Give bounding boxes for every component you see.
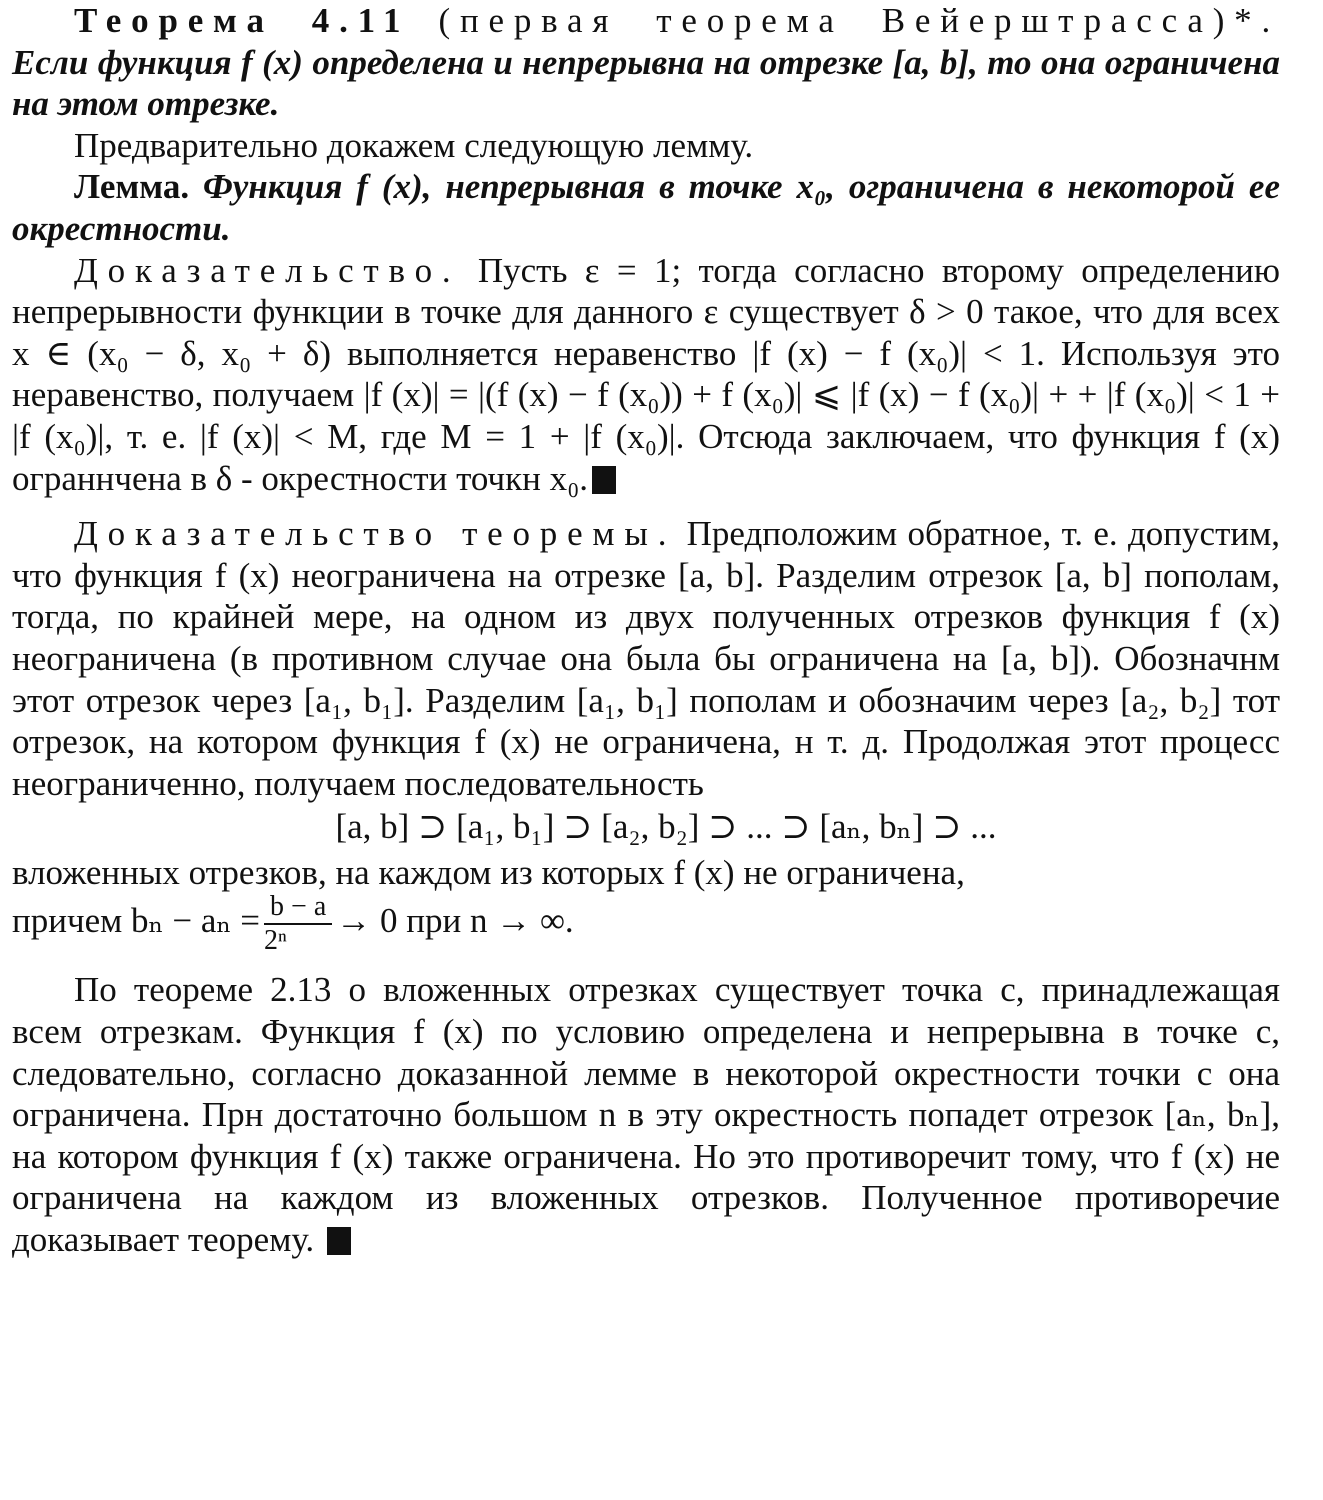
fraction-numerator: b − a [264,893,332,925]
conclusion-text: По теореме 2.13 о вложенных отрезках существует точка c, принадлежащая всем отрезкам. Функция f (x) по условию определена и непрерывна в точке c, следовательно, согласно доказанной лемме в некоторой окрестности точки c она ограничена. Прн достаточно большом n в эту окрестность попадет отрезок [aₙ, bₙ], на котором функция f (x) также ограничена. Но это противоречит тому, что f (x) не ограничена на каждом из вложенных отрезков. Полученное противоречие доказывает теорему. [12,970,1280,1260]
fraction-denominator: 2ⁿ [264,925,287,957]
limit-suffix: → 0 при n → ∞. [336,901,574,941]
limit-prefix: причем bₙ − aₙ = [12,901,261,941]
lemma-proof-label: Доказательство. [74,250,461,290]
lemma-paragraph [12,166,1280,249]
theorem-title: (первая теорема Вейерштрасса)*. [438,1,1280,40]
fraction [264,893,332,955]
theorem-proof-text: Предположим обратное, т. е. допустим, что функция f (x) неограничена на отрезке [a, b]. Разделим отрезок [a, b] пополам, тогда, по крайней мере, на одном из двух полученных отрезков функция f (x) неограничена (в противном случае она была бы ограничена на [a, b]). Обозначнм этот отрезок через [a₁, b₁]. Разделим [a₁, b₁] пополам и обозначим через [a₂, b₂] тот отрезок, на котором функция f (x) не ограничена, н т. д. Продолжая этот процесс неограниченно, получаем последовательность [12,514,1280,803]
qed-mark-theorem [327,1227,351,1255]
theorem-label: Теорема 4.11 [74,1,411,40]
lemma-statement: Функция f (x), непрерывная в точке x₀, ограничена в некоторой ее окрестности. [12,167,1280,248]
conclusion-paragraph [12,969,1280,1260]
book-page [12,0,1280,1261]
lemma-proof-paragraph [12,250,1280,500]
theorem-paragraph [12,0,1280,125]
theorem-statement: Если функция f (x) определена и непрерывна на отрезке [a, b], то она ограничена на этом отрезке. [12,42,1280,124]
lemma-label: Лемма. [74,167,190,207]
intro-paragraph: Предварительно докажем следующую лемму. [74,125,754,165]
lemma-proof-text: Пусть ε = 1; тогда согласно второму определению непрерывности функции в точке для данного ε существует δ > 0 такое, что для всех x ∈ (x₀ − δ, x₀ + δ) выполняется неравенство |f (x) − f (x₀)| < 1. Используя это неравенство, получаем |f (x)| = |(f (x) − f (x₀)) + f (x₀)| ⩽ |f (x) − f (x₀)| + + |f (x₀)| < 1 + |f (x₀)|, т. е. |f (x)| < M, где M = 1 + |f (x₀)|. Отсюда заключаем, что функция f (x) ограннчена в δ - окрестности точкн x₀. [12,250,1281,498]
theorem-proof-paragraph [12,513,1280,804]
theorem-proof-label: Доказательство теоремы. [74,514,677,554]
nested-segments-formula: [a, b] ⊃ [a₁, b₁] ⊃ [a₂, b₂] ⊃ ... ⊃ [aₙ, bₙ] ⊃ ... [335,807,997,847]
qed-mark-lemma [592,466,616,494]
after-chain-line: вложенных отрезков, на каждом из которых f (x) не ограничена, [12,852,965,892]
limit-line [12,893,1280,955]
